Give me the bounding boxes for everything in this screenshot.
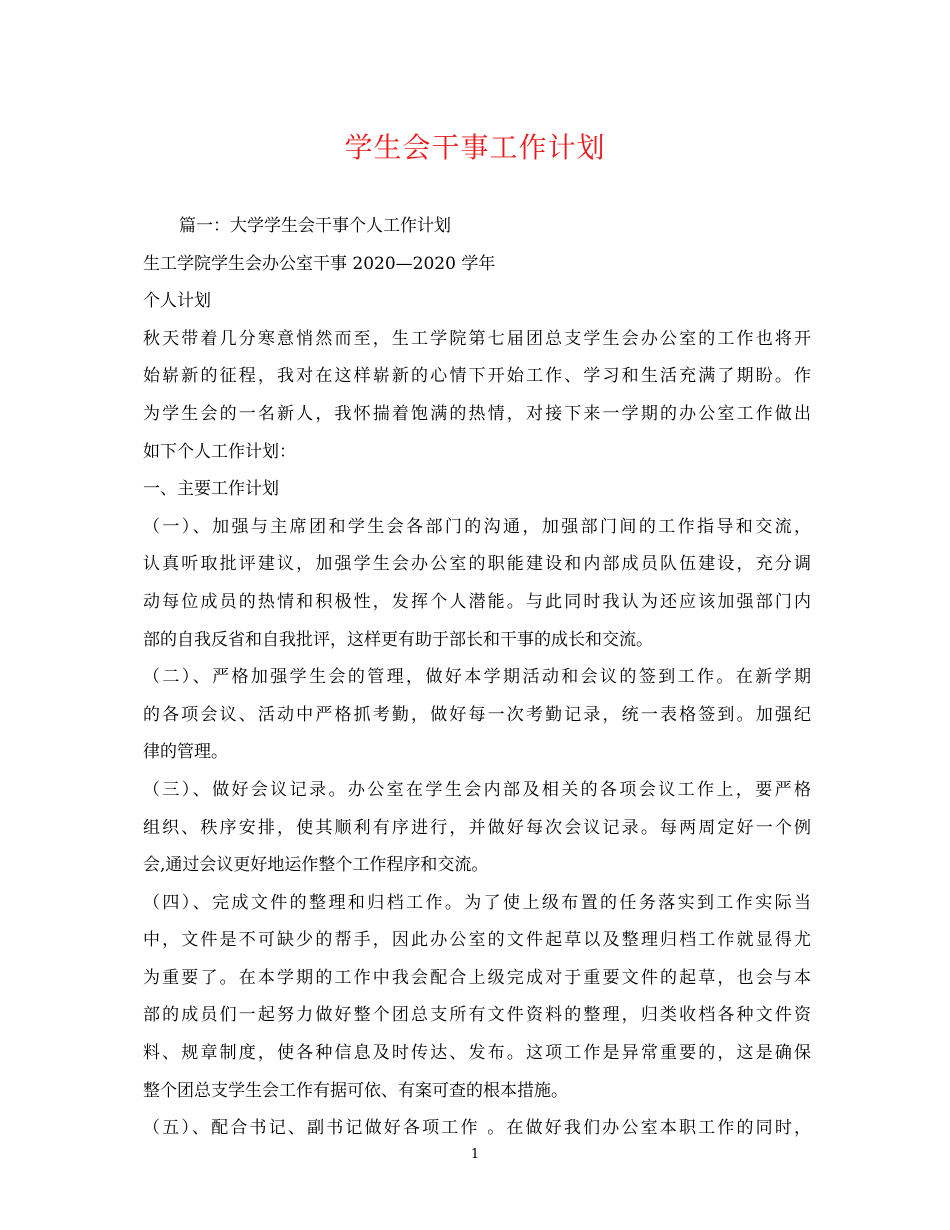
body-line: 中，文件是不可缺少的帮手，因此办公室的文件起草以及整理归档工作就显得尤 (143, 930, 811, 951)
section-heading-line: 篇一：大学学生会干事个人工作计划 (179, 216, 451, 236)
body-line: 如下个人工作计划： (143, 441, 296, 462)
body-line: 会,通过会议更好地运作整个工作程序和交流。 (143, 855, 489, 876)
body-line: 料、规章制度，使各种信息及时传达、发布。这项工作是异常重要的，这是确保 (143, 1043, 811, 1064)
body-line: 动每位成员的热情和积极性，发挥个人潜能。与此同时我认为还应该加强部门内 (143, 591, 811, 612)
body-line: 生工学院学生会办公室干事 2020—2020 学年 (143, 253, 496, 274)
body-line: 秋天带着几分寒意悄然而至，生工学院第七届团总支学生会办公室的工作也将开 (143, 328, 811, 349)
body-line: 部的自我反省和自我批评，这样更有助于部长和干事的成长和交流。 (143, 629, 653, 650)
body-line: 律的管理。 (143, 742, 228, 763)
body-line: 始崭新的征程，我对在这样崭新的心情下开始工作、学习和生活充满了期盼。作 (143, 366, 811, 387)
body-line: 为重要了。在本学期的工作中我会配合上级完成对于重要文件的起草，也会与本 (143, 967, 811, 988)
body-line: （二）、严格加强学生会的管理，做好本学期活动和会议的签到工作。在新学期 (143, 667, 811, 688)
body-line: （三）、做好会议记录。办公室在学生会内部及相关的各项会议工作上，要严格 (143, 779, 811, 800)
page-number: 1 (470, 1147, 480, 1162)
body-line: （五）、配合书记、副书记做好各项工作 。在做好我们办公室本职工作的同时， (143, 1118, 811, 1139)
document-title: 学生会干事工作计划 (344, 131, 606, 164)
document-body (143, 208, 811, 1148)
body-line: 整个团总支学生会工作有据可依、有案可查的根本措施。 (143, 1080, 568, 1101)
body-line: 认真听取批评建议，加强学生会办公室的职能建设和内部成员队伍建设，充分调 (143, 554, 811, 575)
body-line: （一）、加强与主席团和学生会各部门的沟通，加强部门间的工作指导和交流， (143, 516, 811, 537)
body-line: 个人计划 (143, 291, 211, 312)
body-line: 为学生会的一名新人，我怀揣着饱满的热情，对接下来一学期的办公室工作做出 (143, 403, 811, 424)
body-line: （四）、完成文件的整理和归档工作。为了使上级布置的任务落实到工作实际当 (143, 892, 811, 913)
body-line: 一、主要工作计划 (143, 479, 279, 500)
body-line: 的各项会议、活动中严格抓考勤，做好每一次考勤记录，统一表格签到。加强纪 (143, 704, 811, 725)
body-line: 组织、秩序安排，使其顺利有序进行，并做好每次会议记录。每两周定好一个例 (143, 817, 811, 838)
body-line: 部的成员们一起努力做好整个团总支所有文件资料的整理，归类收档各种文件资 (143, 1005, 811, 1026)
